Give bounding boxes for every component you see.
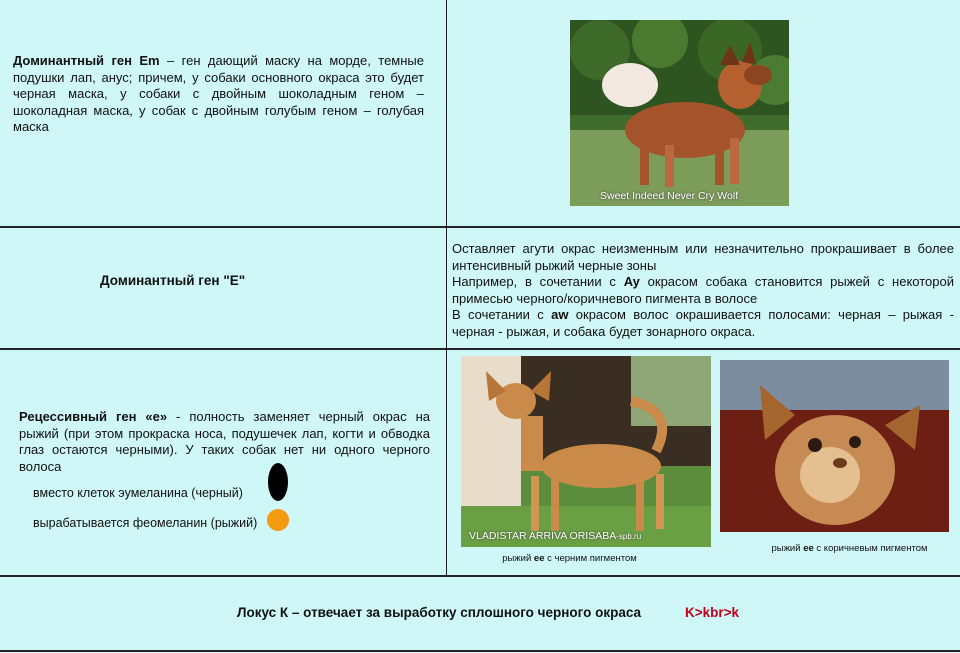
column-divider: [446, 0, 447, 576]
legend-pheomelanin: вырабатывается феомеланин (рыжий): [33, 516, 258, 530]
photo-brown-pigment-chihuahua: [720, 360, 949, 532]
gene-e-paragraph: В сочетании с aw окрасом волос окрашивается полосами: черная – рыжая - черная - рыжая, и собака будет зонарного окраса.: [452, 307, 954, 339]
photo-caption-black-pigment: рыжий ее с черним пигментом: [502, 553, 637, 564]
gene-e-title: Доминантный ген "E": [100, 273, 246, 288]
locus-k-title: Локус К – отвечает за выработку сплошного черного окраса: [237, 605, 642, 620]
eumelanin-swatch: [268, 463, 288, 501]
gene-e-recessive-description: [19, 409, 430, 475]
gene-e-description: [452, 241, 954, 340]
photo-caption: Sweet Indeed Never Cry Wolf: [600, 190, 739, 202]
gene-e-recessive-title: Рецессивный ген «е»: [19, 409, 168, 424]
photo-dog-standing: [570, 20, 789, 206]
gene-e-recessive-text: - полность заменяет черный окрас на рыжий (при этом прокраска носа, подушечек лап, когти и обводка глаз остаются черными). У таких собак нет ни одного черного волоса: [19, 409, 430, 474]
locus-k-formula: K>kbr>k: [685, 605, 740, 620]
legend-eumelanin: вместо клеток эумеланина (черный): [33, 486, 243, 500]
gene-e-paragraph: Например, в сочетании с Ay окрасом собака становится рыжей с некоторой примесью черного/коричневого пигмента в волосе: [452, 274, 954, 306]
row-divider: [0, 575, 960, 577]
locus-k-heading: [237, 605, 797, 620]
gene-e-paragraph: Оставляет агути окрас неизменным или незначительно прокрашивает в более интенсивный рыжий черные зоны: [452, 241, 954, 273]
gene-em-text: – ген дающий маску на морде, темные подушки лап, анус; причем, у собаки основного окраса это будет черная маска, у собаки с двойным шоколадным геном – шоколадная маска, у собак с двойным голубым геном – голубая маска: [13, 53, 424, 134]
gene-em-title: Доминантный ген Em: [13, 53, 160, 68]
row-divider: [0, 226, 960, 228]
row-divider: [0, 650, 960, 652]
row-divider: [0, 348, 960, 350]
pheomelanin-swatch: [267, 509, 289, 531]
photo-caption: VLADISTAR ARRIVA ORISABA-spb.ru: [469, 530, 642, 542]
gene-em-description: [13, 53, 424, 136]
photo-caption-brown-pigment: рыжий ее с коричневым пигментом: [771, 543, 928, 554]
photo-red-chihuahua: [461, 356, 711, 547]
